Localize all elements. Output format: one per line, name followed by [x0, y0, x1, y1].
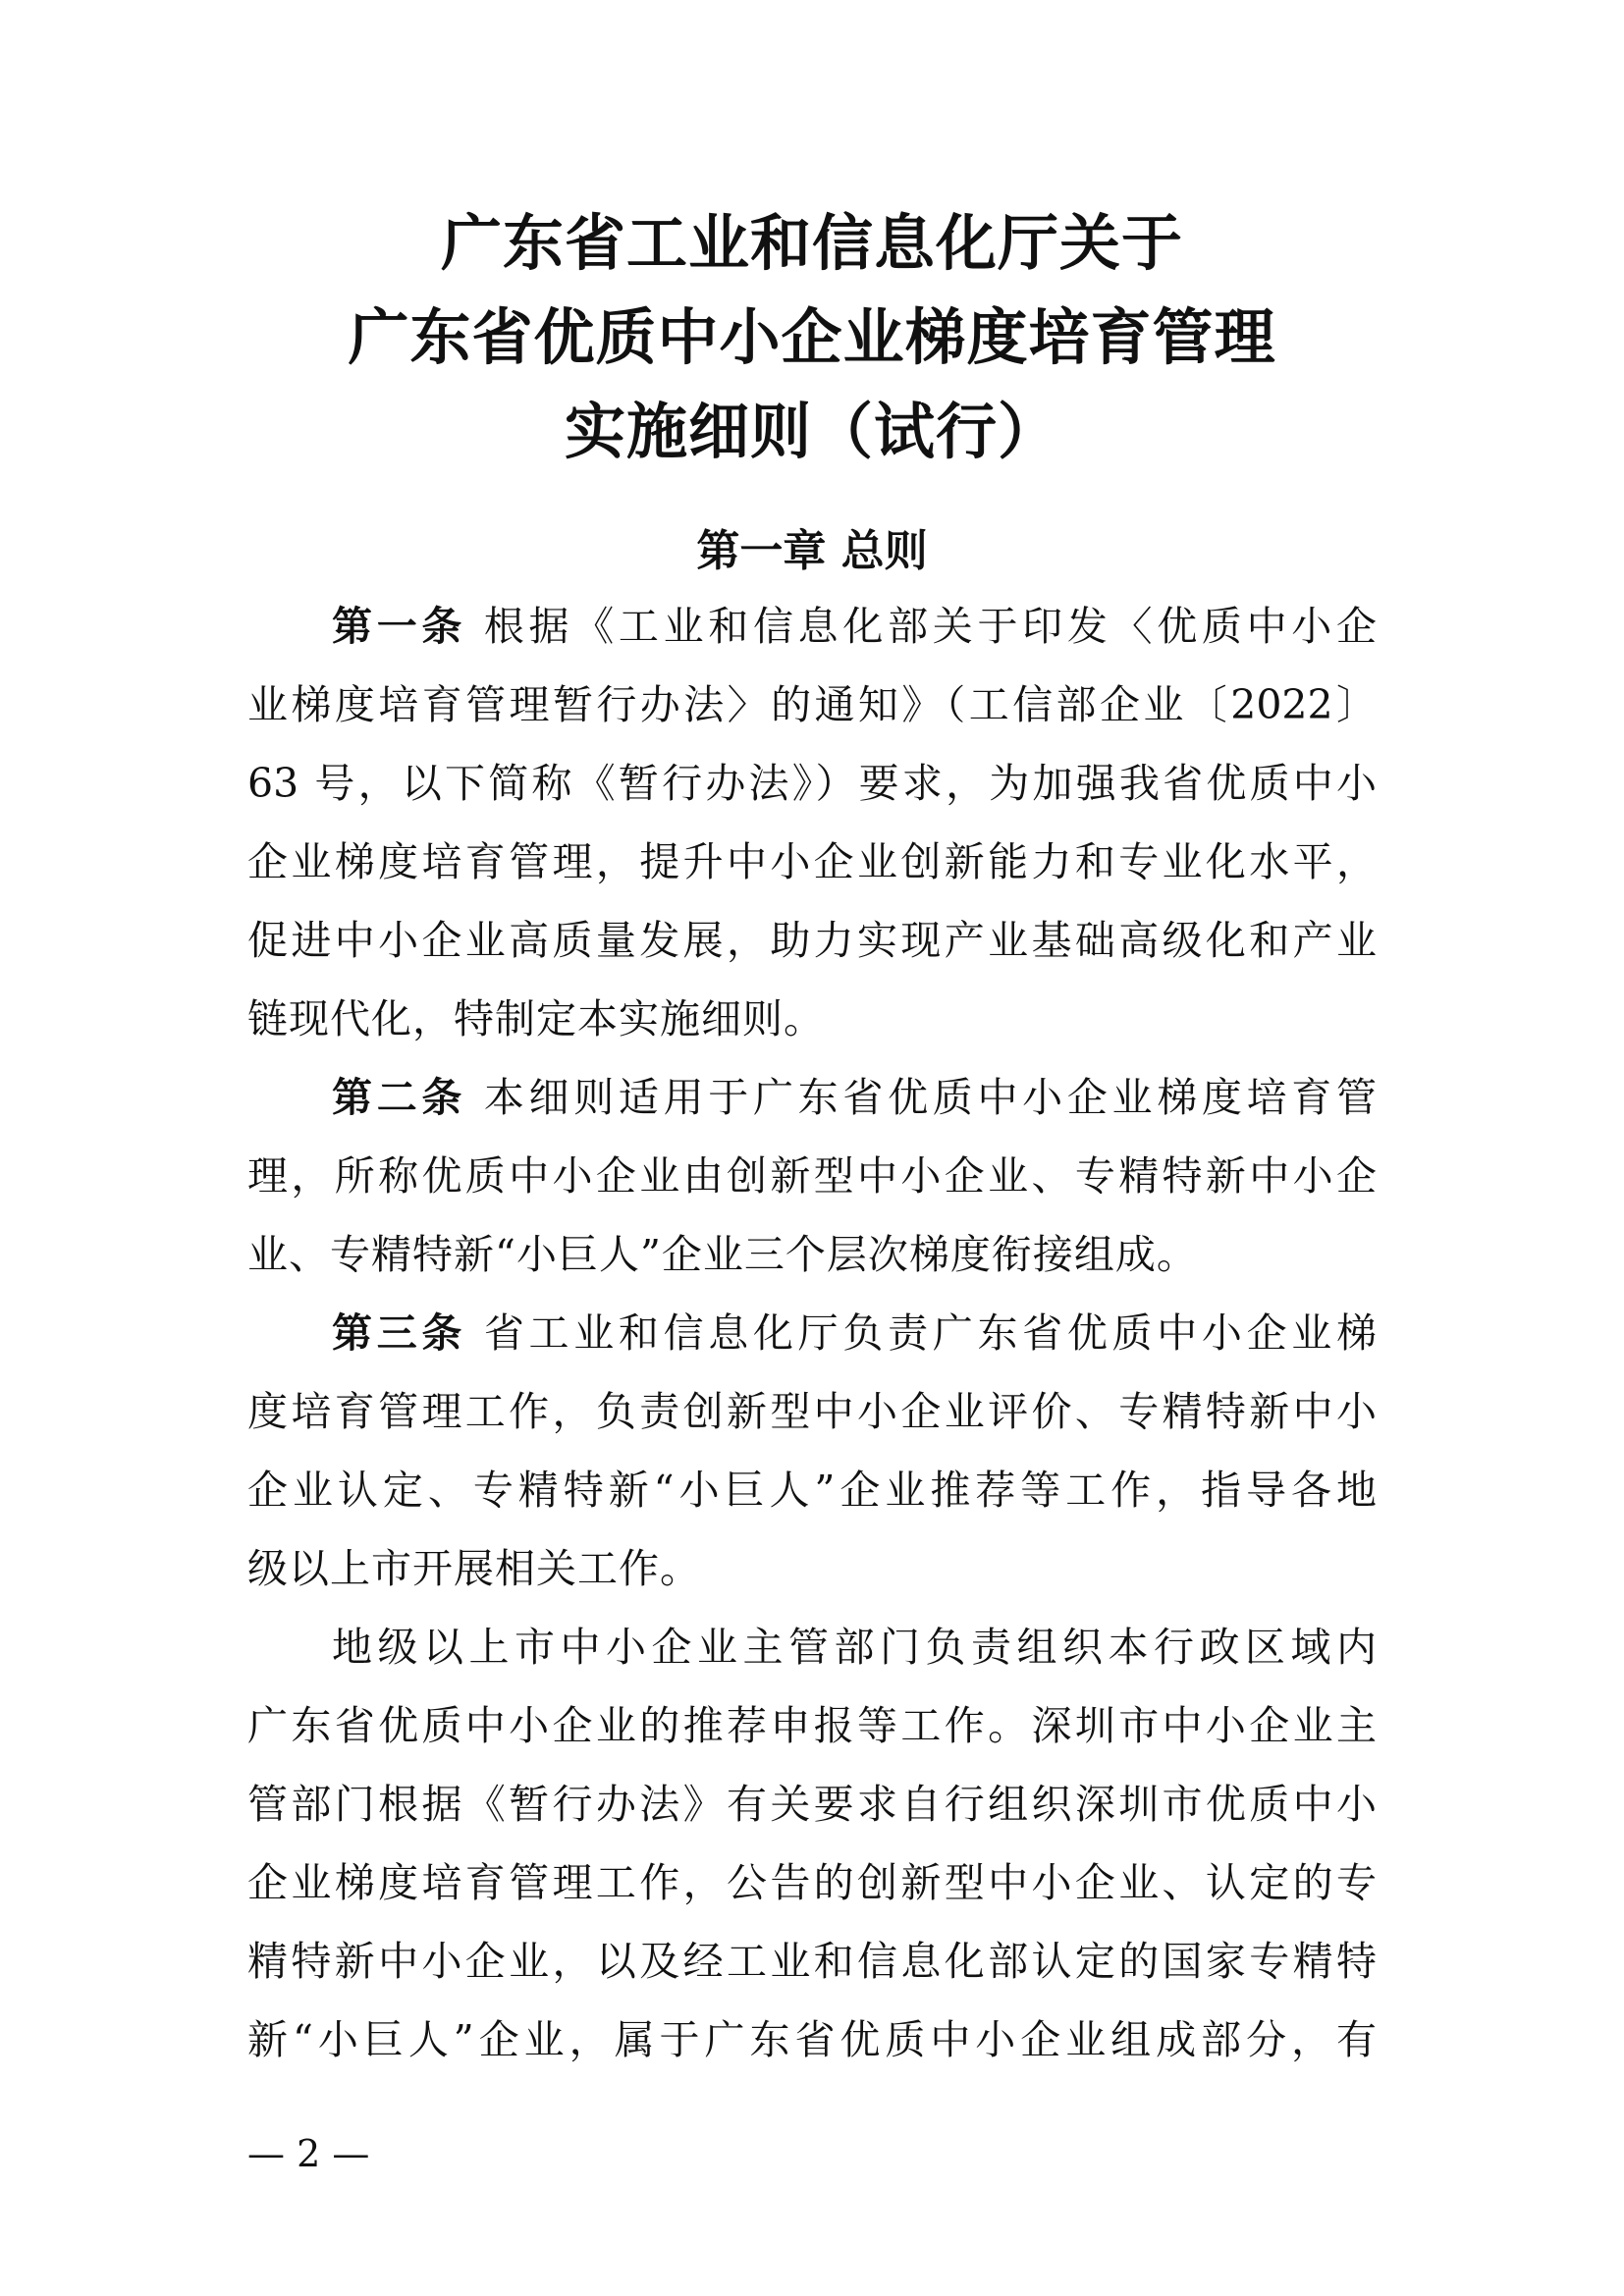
article-1-line-5: 促进中小企业高质量发展，助力实现产业基础高级化和产业: [247, 917, 1377, 964]
article-2-text: 本细则适用于广东省优质中小企业梯度培育管: [483, 1074, 1378, 1121]
paragraph-4-line-4: 企业梯度培育管理工作，公告的创新型中小企业、认定的专: [247, 1859, 1377, 1906]
article-1-line-4: 企业梯度培育管理，提升中小企业创新能力和专业化水平，: [247, 838, 1377, 885]
article-1-text: 根据《工业和信息化部关于印发〈优质中小企: [483, 603, 1378, 650]
article-3-text: 省工业和信息化厅负责广东省优质中小企业梯: [483, 1309, 1378, 1357]
page-number: — 2 —: [247, 2132, 370, 2175]
paragraph-4-line-3: 管部门根据《暂行办法》有关要求自行组织深圳市优质中小: [247, 1781, 1377, 1828]
paragraph-4-line-6: 新“小巨人”企业，属于广东省优质中小企业组成部分，有: [247, 2016, 1377, 2063]
article-3-line-1: [247, 1294, 1377, 1372]
paragraph-4-line-1: 地级以上市中小企业主管部门负责组织本行政区域内: [332, 1624, 1377, 1671]
paragraph-4-line-2: 广东省优质中小企业的推荐申报等工作。深圳市中小企业主: [247, 1702, 1377, 1749]
article-2-line-3: 业、专精特新“小巨人”企业三个层次梯度衔接组成。: [247, 1231, 1198, 1278]
article-3-line-2: 度培育管理工作，负责创新型中小企业评价、专精特新中小: [247, 1388, 1377, 1435]
article-2-line-1: [247, 1058, 1377, 1137]
article-3-label: 第三条: [332, 1309, 467, 1357]
chapter-heading: 第一章 总则: [696, 526, 928, 576]
document-title: [0, 196, 1624, 479]
article-3-line-4: 级以上市开展相关工作。: [247, 1545, 701, 1592]
paragraph-4-line-5: 精特新中小企业，以及经工业和信息化部认定的国家专精特: [247, 1938, 1377, 1985]
article-2-line-2: 理，所称优质中小企业由创新型中小企业、专精特新中小企: [247, 1152, 1377, 1200]
title-line-3: 实施细则（试行）: [564, 396, 1059, 467]
article-1-line-6: 链现代化，特制定本实施细则。: [247, 995, 825, 1042]
article-1-line-2: 业梯度培育管理暂行办法〉的通知》（工信部企业〔2022〕: [247, 681, 1377, 728]
article-1-line-1: [247, 587, 1377, 666]
title-line-1: 广东省工业和信息化厅关于: [440, 207, 1183, 279]
article-1-line-3: 63 号，以下简称《暂行办法》）要求，为加强我省优质中小: [247, 760, 1377, 807]
body-text: [247, 587, 1377, 2079]
title-line-2: 广东省优质中小企业梯度培育管理: [348, 301, 1276, 373]
article-1-label: 第一条: [332, 603, 467, 650]
article-2-label: 第二条: [332, 1074, 467, 1121]
article-3-line-3: 企业认定、专精特新“小巨人”企业推荐等工作，指导各地: [247, 1467, 1377, 1514]
